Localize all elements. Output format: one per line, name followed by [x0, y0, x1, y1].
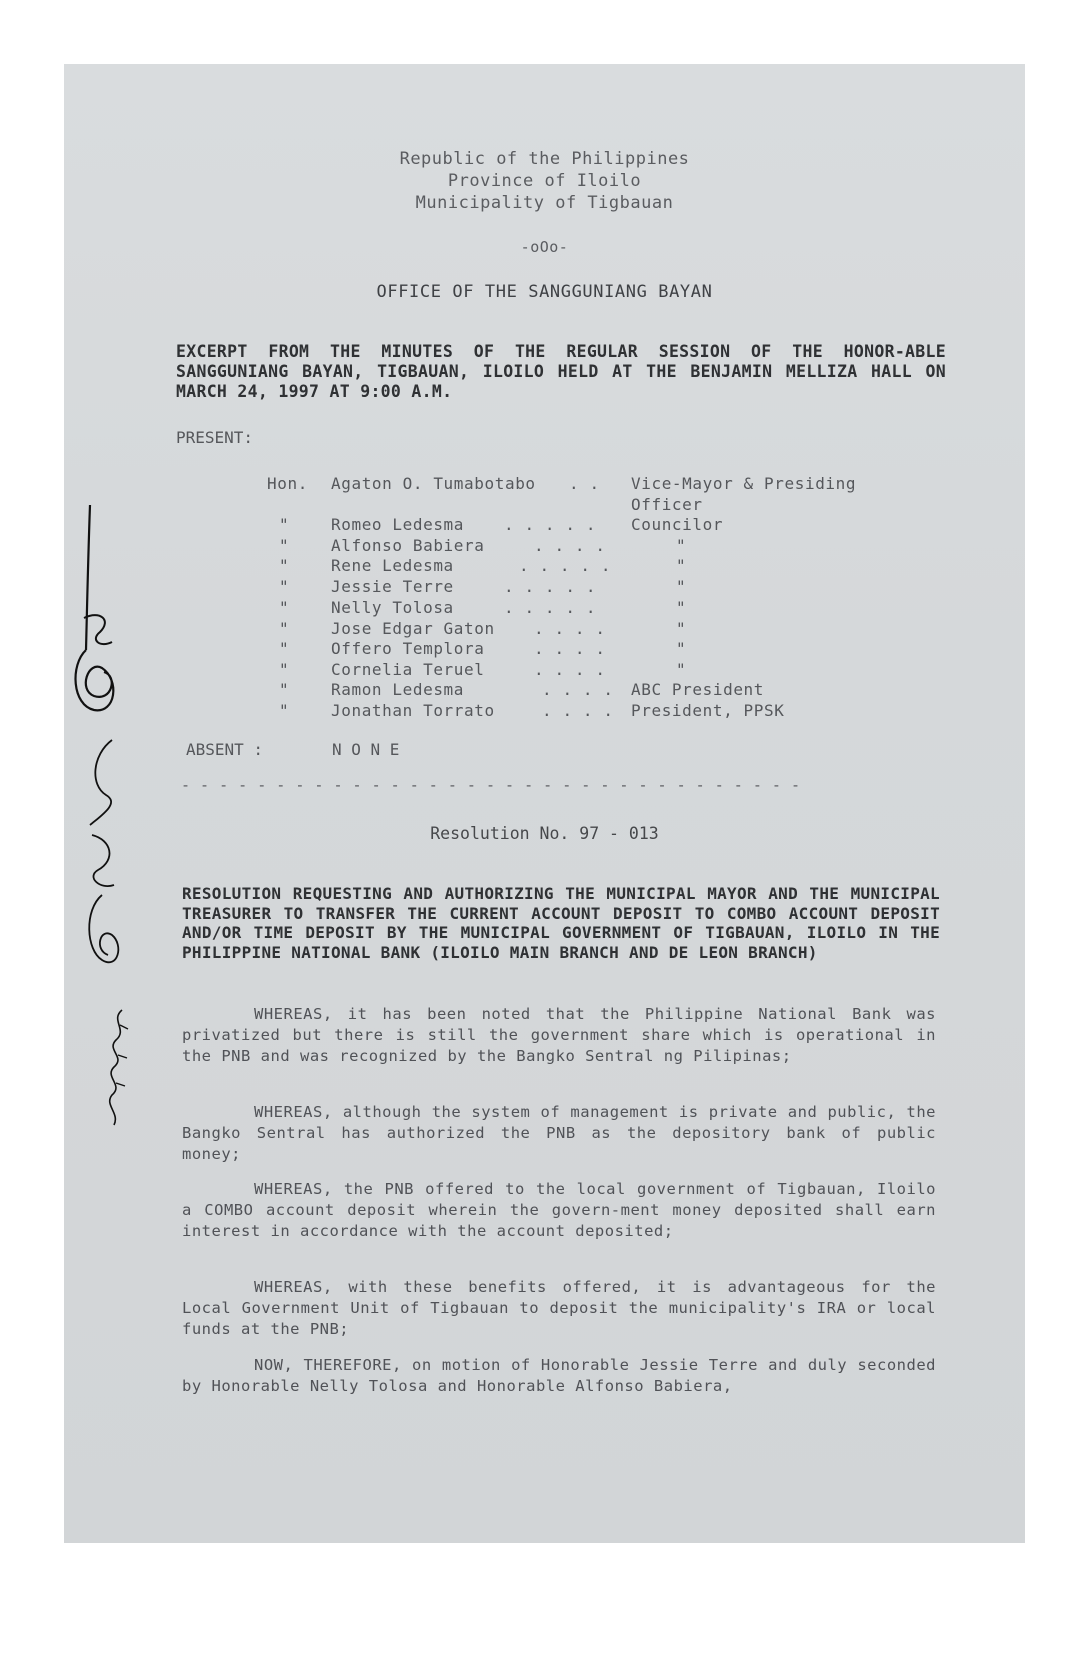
- member-row: [64, 556, 1025, 577]
- member-prefix: ": [279, 556, 290, 575]
- member-dots: . . . .: [534, 619, 606, 638]
- member-name: Jonathan Torrato: [331, 701, 495, 720]
- signature-initials: [72, 735, 134, 980]
- member-row: [64, 536, 1025, 557]
- member-prefix: ": [279, 680, 290, 699]
- member-name: Jose Edgar Gaton: [331, 619, 495, 638]
- member-role: Councilor: [631, 515, 724, 534]
- member-prefix: ": [279, 660, 290, 679]
- section-divider: - - - - - - - - - - - - - - - - - - - - - - - - - - - - - - - - -: [181, 776, 801, 794]
- member-name: Romeo Ledesma: [331, 515, 465, 534]
- whereas-paragraph-4: WHEREAS, with these benefits offered, it is advantageous for the Local Government Unit of Tigbauan to deposit the municipality's IRA or local funds at the PNB;: [182, 1278, 936, 1338]
- member-row: [64, 598, 1025, 619]
- member-row: [64, 701, 1025, 722]
- member-role: President, PPSK: [631, 701, 785, 720]
- member-name: Offero Templora: [331, 639, 485, 658]
- member-row: [64, 639, 1025, 660]
- resolution-title: RESOLUTION REQUESTING AND AUTHORIZING THE MUNICIPAL MAYOR AND THE MUNICIPAL TREASURER TO TRANSFER THE CURRENT ACCOUNT DEPOSIT TO COMBO ACCOUNT DEPOSIT AND/OR TIME DEPOSIT BY THE MUNICIPAL GOVERNMENT OF TIGBAUAN, ILOILO IN THE PHILIPPINE NATIONAL BANK (ILOILO MAIN BRANCH AND DE LEON BRANCH): [182, 884, 940, 962]
- member-row-continued: [64, 495, 1025, 516]
- member-name: Jessie Terre: [331, 577, 454, 596]
- member-name: Agaton O. Tumabotabo: [331, 474, 536, 493]
- whereas-paragraph-2: WHEREAS, although the system of management is private and public, the Bangko Sentral has authorized the PNB as the depository bank of public money;: [182, 1103, 936, 1163]
- member-row: [64, 680, 1025, 701]
- member-row: [64, 660, 1025, 681]
- member-role: ": [676, 577, 687, 596]
- member-dots: . . . .: [542, 680, 614, 699]
- header-municipality: Municipality of Tigbauan: [415, 193, 674, 213]
- absent-value: N O N E: [332, 740, 400, 759]
- member-role: ": [676, 619, 687, 638]
- member-role: ": [676, 556, 687, 575]
- member-name: Rene Ledesma: [331, 556, 454, 575]
- member-role: ": [676, 660, 687, 679]
- member-prefix: ": [279, 598, 290, 617]
- member-dots: . .: [569, 474, 600, 493]
- member-role-continued: Officer: [631, 495, 703, 514]
- member-row: [64, 619, 1025, 640]
- header-separator: -oOo-: [520, 238, 569, 256]
- member-prefix: Hon.: [267, 474, 308, 493]
- member-role: ": [676, 536, 687, 555]
- absent-label: ABSENT :: [186, 740, 264, 759]
- member-dots: . . . .: [542, 701, 614, 720]
- header-country: Republic of the Philippines: [399, 149, 690, 169]
- member-prefix: ": [279, 701, 290, 720]
- member-row: [64, 515, 1025, 536]
- member-name: Cornelia Teruel: [331, 660, 485, 679]
- signature-lower: [100, 1005, 140, 1130]
- member-prefix: ": [279, 577, 290, 596]
- office-title: OFFICE OF THE SANGGUNIANG BAYAN: [376, 282, 713, 302]
- member-prefix: ": [279, 639, 290, 658]
- member-role: ABC President: [631, 680, 765, 699]
- member-dots: . . . . .: [504, 577, 597, 596]
- member-dots: . . . . .: [504, 515, 597, 534]
- member-dots: . . . . .: [504, 598, 597, 617]
- member-prefix: ": [279, 536, 290, 555]
- member-dots: . . . . .: [519, 556, 612, 575]
- whereas-paragraph-1: WHEREAS, it has been noted that the Philippine National Bank was privatized but there is still the government share which is operational in the PNB and was recognized by the Bangko Sentral ng Pilipinas;: [182, 1005, 936, 1065]
- resolution-number: Resolution No. 97 - 013: [430, 824, 659, 843]
- member-dots: . . . .: [534, 639, 606, 658]
- signature-upper: [60, 500, 140, 730]
- now-therefore-paragraph: NOW, THEREFORE, on motion of Honorable Jessie Terre and duly seconded by Honorable Nelly Tolosa and Honorable Alfonso Babiera,: [182, 1356, 936, 1395]
- header-province: Province of Iloilo: [447, 171, 642, 191]
- member-name: Alfonso Babiera: [331, 536, 485, 555]
- member-prefix: ": [279, 515, 290, 534]
- member-role: ": [676, 639, 687, 658]
- member-row: [64, 474, 1025, 495]
- present-label: PRESENT:: [176, 428, 254, 447]
- excerpt-heading: EXCERPT FROM THE MINUTES OF THE REGULAR SESSION OF THE HONOR-ABLE SANGGUNIANG BAYAN, TIGBAUAN, ILOILO HELD AT THE BENJAMIN MELLIZA HALL ON MARCH 24, 1997 AT 9:00 A.M.: [176, 342, 946, 401]
- member-name: Ramon Ledesma: [331, 680, 465, 699]
- document-page: [64, 64, 1025, 1543]
- member-name: Nelly Tolosa: [331, 598, 454, 617]
- member-dots: . . . .: [534, 536, 606, 555]
- whereas-paragraph-3: WHEREAS, the PNB offered to the local government of Tigbauan, Iloilo a COMBO account deposit wherein the govern-ment money deposited shall earn interest in accordance with the account deposited;: [182, 1180, 936, 1240]
- member-row: [64, 577, 1025, 598]
- member-role: Vice-Mayor & Presiding: [631, 474, 857, 493]
- member-prefix: ": [279, 619, 290, 638]
- member-role: ": [676, 598, 687, 617]
- member-dots: . . . .: [534, 660, 606, 679]
